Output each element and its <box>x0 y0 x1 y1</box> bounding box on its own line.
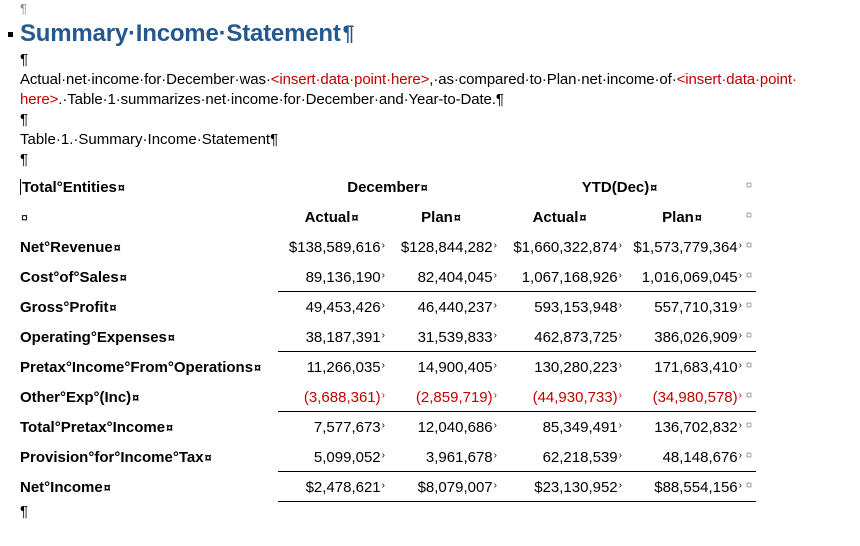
cell-marker: ¤ <box>650 180 658 195</box>
tab-marker: › <box>738 329 742 341</box>
end-of-row-marker: ¤ <box>745 238 753 252</box>
table-header-row-columns <box>20 202 756 232</box>
col-header-ytd-actual[interactable]: Actual¤ <box>532 208 587 226</box>
cell-ytd-plan[interactable]: (34,980,578)› <box>652 388 742 406</box>
end-of-row-marker: ¤ <box>745 478 753 492</box>
row-label-cell[interactable]: Net°Income¤ <box>20 478 111 496</box>
cell-ytd-plan[interactable]: 136,702,832› <box>654 418 742 436</box>
placeholder-text-2-cont: here> <box>20 91 59 108</box>
cell-ytd-plan[interactable]: 386,026,909› <box>654 328 742 346</box>
cell-dec-actual[interactable]: 38,187,391› <box>305 328 385 346</box>
tab-marker: › <box>618 299 622 311</box>
cell-ytd-actual[interactable]: $1,660,322,874› <box>513 238 622 256</box>
cell-dec-actual[interactable]: $2,478,621› <box>305 478 385 496</box>
cell-dec-plan[interactable]: 31,539,833› <box>417 328 497 346</box>
cell-marker: ¤ <box>21 210 28 225</box>
empty-header-cell[interactable] <box>20 209 278 226</box>
cell-dec-actual[interactable]: 11,266,035› <box>306 358 385 376</box>
cell-dec-plan[interactable]: $8,079,007› <box>417 478 497 496</box>
tab-marker: › <box>381 419 385 431</box>
cell-ytd-actual[interactable]: $23,130,952› <box>534 478 622 496</box>
table-row-other-exp-inc <box>20 382 756 412</box>
intro-paragraph-line-2[interactable] <box>20 90 860 110</box>
cell-marker: ¤ <box>453 210 461 225</box>
cell-marker: ¤ <box>254 360 262 375</box>
cell-dec-actual[interactable]: $138,589,616› <box>288 238 385 256</box>
tab-marker: › <box>738 359 742 371</box>
tab-marker: › <box>618 329 622 341</box>
table-row-cost-of-sales <box>20 262 756 292</box>
tab-marker: › <box>738 449 742 461</box>
row-label-cell[interactable]: Net°Revenue¤ <box>20 238 121 256</box>
placeholder-text-2: <insert·data·point· <box>676 71 797 88</box>
cell-marker: ¤ <box>103 480 111 495</box>
tab-marker: › <box>618 479 622 491</box>
cell-marker: ¤ <box>694 210 702 225</box>
tab-marker: › <box>493 359 497 371</box>
tab-marker: › <box>738 299 742 311</box>
tab-marker: › <box>381 359 385 371</box>
table-row-total-pretax-income <box>20 412 756 442</box>
tab-marker: › <box>738 389 742 401</box>
empty-paragraph-3[interactable]: ¶ <box>20 151 29 168</box>
empty-paragraph-after-table[interactable]: ¶ <box>20 503 29 520</box>
row-label-cell[interactable]: Other°Exp°(Inc)¤ <box>20 388 140 406</box>
end-of-row-marker: ¤ <box>745 328 753 342</box>
intro-text: .·Table·1·summarizes·net·income·for·December·and·Year-to-Date. <box>58 91 496 108</box>
table-header-row-groups <box>20 172 756 202</box>
cell-dec-plan[interactable]: 3,961,678› <box>425 448 497 466</box>
cell-dec-actual[interactable]: 7,577,673› <box>313 418 385 436</box>
cell-ytd-plan[interactable]: 557,710,319› <box>654 298 742 316</box>
tab-marker: › <box>381 389 385 401</box>
cell-ytd-plan[interactable]: $88,554,156› <box>654 478 742 496</box>
document-heading[interactable] <box>8 18 860 50</box>
end-of-row-marker: ¤ <box>745 208 753 222</box>
cell-ytd-actual[interactable]: 85,349,491› <box>542 418 622 436</box>
end-of-row-marker: ¤ <box>745 448 753 462</box>
tab-marker: › <box>738 419 742 431</box>
cell-ytd-actual[interactable]: 62,218,539› <box>542 448 622 466</box>
heading-pilcrow: ¶ <box>342 22 355 45</box>
cell-marker: ¤ <box>351 210 359 225</box>
empty-paragraph-2[interactable]: ¶ <box>20 111 29 128</box>
cell-dec-plan[interactable]: 12,040,686› <box>417 418 497 436</box>
cell-dec-plan[interactable]: 82,404,045› <box>417 268 497 286</box>
tab-marker: › <box>618 239 622 251</box>
cell-ytd-plan[interactable]: 48,148,676› <box>662 448 742 466</box>
col-header-dec-actual[interactable]: Actual¤ <box>304 208 359 226</box>
cell-marker: ¤ <box>420 180 428 195</box>
cell-marker: ¤ <box>579 210 587 225</box>
tab-marker: › <box>618 359 622 371</box>
tab-marker: › <box>493 419 497 431</box>
cell-dec-actual[interactable]: 49,453,426› <box>305 298 385 316</box>
cell-marker: ¤ <box>167 330 175 345</box>
heading-text: Summary·Income·Statement <box>20 20 341 47</box>
end-of-row-marker: ¤ <box>745 418 753 432</box>
cell-ytd-plan[interactable]: 1,016,069,045› <box>641 268 742 286</box>
group-header-december[interactable]: December¤ <box>347 178 428 196</box>
group-header-ytd[interactable]: YTD(Dec)¤ <box>581 178 658 196</box>
tab-marker: › <box>381 329 385 341</box>
intro-text: Actual·net·income·for·December·was· <box>20 71 271 88</box>
tab-marker: › <box>493 449 497 461</box>
top-pilcrow: ¶ <box>20 1 27 16</box>
tab-marker: › <box>381 479 385 491</box>
tab-marker: › <box>381 239 385 251</box>
caption-text: Table·1.·Summary·Income·Statement <box>20 131 271 148</box>
cell-marker: ¤ <box>132 390 140 405</box>
table-caption[interactable] <box>20 130 860 150</box>
cell-dec-plan[interactable]: (2,859,719)› <box>415 388 497 406</box>
intro-paragraph-line-1[interactable] <box>20 70 860 90</box>
cell-ytd-plan[interactable]: $1,573,779,364› <box>633 238 742 256</box>
row-label-cell[interactable]: Total°Pretax°Income¤ <box>20 418 174 436</box>
table-row-net-revenue <box>20 232 756 262</box>
text-cursor <box>20 179 21 195</box>
tab-marker: › <box>493 239 497 251</box>
cell-dec-actual[interactable]: (3,688,361)› <box>303 388 385 406</box>
row-label-cell[interactable]: Cost°of°Sales¤ <box>20 268 127 286</box>
empty-paragraph-1[interactable]: ¶ <box>20 51 29 68</box>
tab-marker: › <box>381 269 385 281</box>
cell-ytd-plan[interactable]: 171,683,410› <box>654 358 742 376</box>
row-label-cell[interactable]: Gross°Profit¤ <box>20 298 117 316</box>
cell-marker: ¤ <box>109 300 117 315</box>
tab-marker: › <box>493 389 497 401</box>
cell-dec-plan[interactable]: 14,900,405› <box>417 358 497 376</box>
col-header-dec-plan[interactable]: Plan¤ <box>421 208 461 226</box>
tab-marker: › <box>493 299 497 311</box>
tab-marker: › <box>493 269 497 281</box>
caption-pilcrow: ¶ <box>270 131 279 148</box>
cell-dec-actual[interactable]: 89,136,190› <box>305 268 385 286</box>
cell-marker: ¤ <box>204 450 212 465</box>
cell-dec-plan[interactable]: 46,440,237› <box>417 298 497 316</box>
cell-dec-plan[interactable]: $128,844,282› <box>400 238 497 256</box>
end-of-row-marker: ¤ <box>745 388 753 402</box>
cell-marker: ¤ <box>113 240 121 255</box>
corner-header-label: Total°Entities <box>22 178 117 196</box>
cell-dec-actual[interactable]: 5,099,052› <box>313 448 385 466</box>
table-row-gross-profit <box>20 292 756 322</box>
table-row-pretax-income-from-operations <box>20 352 756 382</box>
cell-marker: ¤ <box>119 270 127 285</box>
end-of-row-marker: ¤ <box>745 268 753 282</box>
tab-marker: › <box>381 449 385 461</box>
end-of-row-marker: ¤ <box>745 358 753 372</box>
tab-marker: › <box>738 239 742 251</box>
table-row-net-income <box>20 472 756 502</box>
tab-marker: › <box>493 479 497 491</box>
cell-marker: ¤ <box>117 180 125 195</box>
tab-marker: › <box>738 269 742 281</box>
tab-marker: › <box>618 419 622 431</box>
placeholder-text-1: <insert·data·point·here> <box>270 71 430 88</box>
intro-text: ,·as·compared·to·Plan·net·income·of· <box>429 71 677 88</box>
tab-marker: › <box>738 479 742 491</box>
cell-ytd-actual[interactable]: 130,280,223› <box>534 358 622 376</box>
intro-pilcrow: ¶ <box>495 91 504 108</box>
tab-marker: › <box>618 449 622 461</box>
income-statement-table <box>20 172 756 502</box>
heading-anchor-bullet <box>8 32 13 37</box>
cell-ytd-actual[interactable]: 462,873,725› <box>534 328 622 346</box>
corner-header-cell[interactable] <box>20 179 278 196</box>
cell-marker: ¤ <box>166 420 174 435</box>
table-row-provision-for-income-tax <box>20 442 756 472</box>
row-label-cell[interactable]: Pretax°Income°From°Operations¤ <box>20 358 262 376</box>
cell-ytd-actual[interactable]: 1,067,168,926› <box>521 268 622 286</box>
table-row-operating-expenses <box>20 322 756 352</box>
tab-marker: › <box>618 269 622 281</box>
tab-marker: › <box>493 329 497 341</box>
cell-ytd-actual[interactable]: 593,153,948› <box>534 298 622 316</box>
end-of-row-marker: ¤ <box>745 178 753 192</box>
end-of-row-marker: ¤ <box>745 298 753 312</box>
col-header-ytd-plan[interactable]: Plan¤ <box>662 208 702 226</box>
tab-marker: › <box>618 389 622 401</box>
tab-marker: › <box>381 299 385 311</box>
row-label-cell[interactable]: Operating°Expenses¤ <box>20 328 175 346</box>
cell-ytd-actual[interactable]: (44,930,733)› <box>532 388 622 406</box>
row-label-cell[interactable]: Provision°for°Income°Tax¤ <box>20 448 212 466</box>
